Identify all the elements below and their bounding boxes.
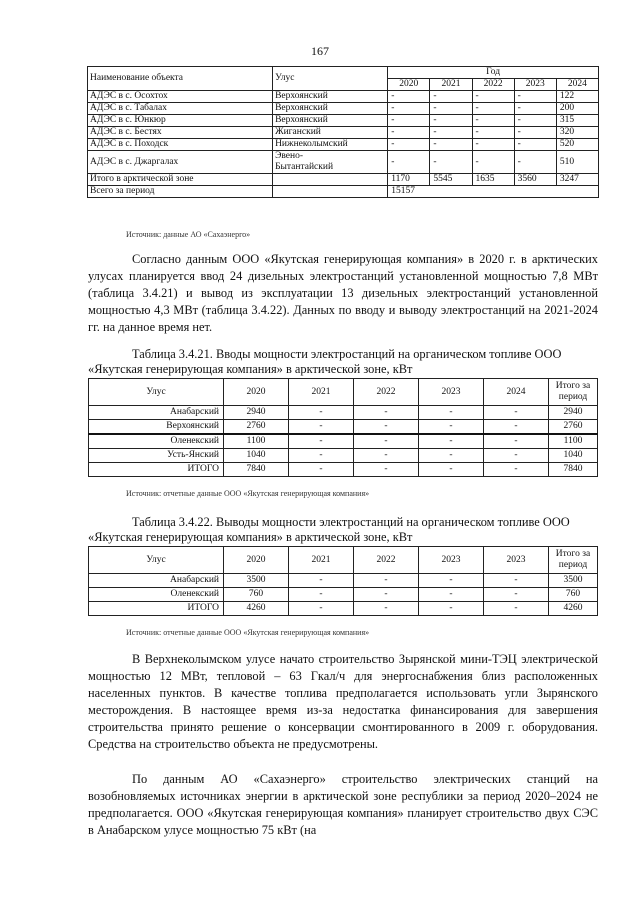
cell: - [419, 588, 484, 602]
cell: - [472, 139, 514, 151]
table-row [89, 588, 598, 602]
cell: - [419, 463, 484, 477]
cell [273, 174, 388, 186]
cell: - [419, 449, 484, 463]
cell: 1100 [224, 434, 289, 449]
year-header: 2020 [388, 79, 430, 91]
cell: - [354, 463, 419, 477]
cell: - [484, 449, 549, 463]
paragraph-3: По данным АО «Сахаэнерго» строительство электрических станций на возобновляемых источниках энергии в арктической зоне республики за период 2020–2024 не предполагается. ООО «Якутская генерирующая компания» планирует строительство двух СЭС в Анабарском улусе мощностью 75 кВт (на [88, 772, 598, 837]
cell: - [472, 115, 514, 127]
cell: - [419, 420, 484, 435]
total-period-label: Всего за период [88, 186, 273, 198]
object-name: АДЭС в с. Бестях [88, 127, 273, 139]
cell: - [484, 420, 549, 435]
column-header-ulus: Улус [273, 67, 388, 91]
cell: 320 [556, 127, 598, 139]
year-header: 2022 [354, 547, 419, 574]
cell: - [472, 91, 514, 103]
column-header-object: Наименование объекта [88, 67, 273, 91]
object-name: АДЭС в с. Юнкюр [88, 115, 273, 127]
ulus-name: Нижнеколымский [273, 139, 388, 151]
cell: 520 [556, 139, 598, 151]
table3-source: Источник: отчетные данные ООО «Якутская генерирующая компания» [126, 628, 370, 637]
cell: - [289, 602, 354, 616]
cell: - [289, 463, 354, 477]
cell: 3500 [549, 574, 598, 588]
cell: 122 [556, 91, 598, 103]
cell: - [419, 574, 484, 588]
cell: 7840 [549, 463, 598, 477]
year-header: 2023 [484, 547, 549, 574]
table2-source: Источник: отчетные данные ООО «Якутская генерирующая компания» [126, 489, 370, 498]
table1-source: Источник: данные АО «Сахаэнерго» [126, 230, 251, 239]
page-number: 167 [311, 44, 329, 58]
cell: - [484, 574, 549, 588]
cell: - [289, 574, 354, 588]
cell: 760 [224, 588, 289, 602]
table-row [89, 434, 598, 449]
cell: - [484, 406, 549, 420]
object-name: АДЭС в с. Джаргалах [88, 151, 273, 174]
column-header-total [549, 547, 598, 574]
cell: - [354, 434, 419, 449]
table-row [88, 103, 599, 115]
decommissioning-table [88, 546, 598, 616]
cell: - [484, 434, 549, 449]
cell: 4260 [224, 602, 289, 616]
year-header: 2020 [224, 547, 289, 574]
cell: 2940 [549, 406, 598, 420]
year-header: 2023 [419, 379, 484, 406]
cell: - [289, 434, 354, 449]
year-header: 2021 [289, 547, 354, 574]
ulus-name: Верхоянский [273, 91, 388, 103]
column-header-ulus: Улус [89, 547, 224, 574]
cell: - [484, 588, 549, 602]
cell: - [430, 127, 472, 139]
cell: 2760 [549, 420, 598, 435]
header-line: Итого за [555, 549, 591, 559]
cell: 1635 [472, 174, 514, 186]
year-header: 2023 [419, 547, 484, 574]
table-row [89, 406, 598, 420]
ulus-name: ИТОГО [89, 602, 224, 616]
cell: - [388, 127, 430, 139]
ulus-name: Верхоянский [273, 103, 388, 115]
object-name: АДЭС в с. Табалах [88, 103, 273, 115]
ulus-line: Эвено- [275, 151, 303, 161]
cell: 315 [556, 115, 598, 127]
cell: - [430, 115, 472, 127]
cell: 2940 [224, 406, 289, 420]
cell: - [289, 406, 354, 420]
header-line: Итого за [555, 381, 591, 391]
cell: - [430, 139, 472, 151]
cell: 1170 [388, 174, 430, 186]
column-header-total [549, 379, 598, 406]
commissioning-table [88, 378, 598, 477]
cell: - [354, 449, 419, 463]
cell: - [514, 115, 556, 127]
cell: - [472, 103, 514, 115]
cell: 3500 [224, 574, 289, 588]
cell: - [289, 588, 354, 602]
ulus-name: Анабарский [89, 406, 224, 420]
cell: 4260 [549, 602, 598, 616]
cell: - [388, 115, 430, 127]
cell: - [430, 151, 472, 174]
object-name: АДЭС в с. Осохтох [88, 91, 273, 103]
ulus-name: Оленекский [89, 588, 224, 602]
ulus-name: Верхоянский [273, 115, 388, 127]
cell: 3247 [556, 174, 598, 186]
cell: 1100 [549, 434, 598, 449]
cell: - [354, 420, 419, 435]
total-label: Итого в арктической зоне [88, 174, 273, 186]
paragraph-1: Согласно данным ООО «Якутская генерирующая компания» в 2020 г. в арктических улусах планируется ввод 24 дизельных электростанций установленной мощностью 7,8 МВт (таблица 3.4.21) и вывод из эксплуатации 13 дизельных электростанций установленной мощностью 4,3 МВт (таблица 3.4.22). Данных по вводу и выводу электростанций на 2021-2024 гг. на данное время нет. [88, 252, 598, 334]
cell: - [484, 463, 549, 477]
ulus-line: Бытантайский [275, 162, 334, 172]
table-row [88, 115, 599, 127]
ulus-name: Усть-Янский [89, 449, 224, 463]
column-header-ulus: Улус [89, 379, 224, 406]
cell: 760 [549, 588, 598, 602]
total-period-value: 15157 [388, 186, 599, 198]
column-header-year: Год [388, 67, 599, 79]
year-header: 2024 [556, 79, 598, 91]
cell: - [514, 139, 556, 151]
year-header: 2023 [514, 79, 556, 91]
cell: - [430, 103, 472, 115]
cell: - [419, 406, 484, 420]
table-row [89, 449, 598, 463]
table2-caption: Таблица 3.4.21. Вводы мощности электростанций на органическом топливе ООО «Якутская генерирующая компания» в арктической зоне, кВт [88, 347, 562, 376]
total-period-row [88, 186, 599, 198]
cell: - [354, 406, 419, 420]
year-header: 2022 [354, 379, 419, 406]
cell: - [430, 91, 472, 103]
cell: 510 [556, 151, 598, 174]
table-row [89, 420, 598, 435]
total-row [88, 174, 599, 186]
cell: 1040 [224, 449, 289, 463]
cell: - [514, 91, 556, 103]
cell: - [354, 588, 419, 602]
cell: 1040 [549, 449, 598, 463]
cell: - [514, 151, 556, 174]
cell: - [472, 127, 514, 139]
cell [273, 186, 388, 198]
cell: - [388, 151, 430, 174]
total-row [89, 602, 598, 616]
year-header: 2021 [430, 79, 472, 91]
table-row [88, 139, 599, 151]
paragraph-2: В Верхнеколымском улусе начато строительство Зырянской мини-ТЭЦ электрической мощностью 12 МВт, тепловой – 63 Гкал/ч для энергоснабжения близ расположенных населенных пунктов. В качестве топлива предполагается использовать угли Зырянского месторождения. В настоящее время из-за недостатка финансирования для завершения строительства принято решение о консервации смонтированного в 2009 г. оборудования. Средства на строительство объекта не предусмотрены. [88, 652, 598, 751]
cell: 7840 [224, 463, 289, 477]
table-row [88, 127, 599, 139]
ulus-name: Жиганский [273, 127, 388, 139]
cell: - [354, 574, 419, 588]
object-name: АДЭС в с. Походск [88, 139, 273, 151]
cell: 200 [556, 103, 598, 115]
cell: - [289, 420, 354, 435]
cell: - [514, 103, 556, 115]
ulus-name: ИТОГО [89, 463, 224, 477]
cell: 5545 [430, 174, 472, 186]
cell: - [388, 139, 430, 151]
total-row [89, 463, 598, 477]
cell: 2760 [224, 420, 289, 435]
year-header: 2021 [289, 379, 354, 406]
cell: - [289, 449, 354, 463]
cell: - [354, 602, 419, 616]
header-line: период [558, 560, 588, 570]
year-header: 2020 [224, 379, 289, 406]
ulus-name: Оленекский [89, 434, 224, 449]
table-row [88, 91, 599, 103]
ulus-name: Анабарский [89, 574, 224, 588]
cell: - [514, 127, 556, 139]
header-line: период [558, 392, 588, 402]
table-row [88, 151, 599, 174]
cell: - [388, 91, 430, 103]
cell: - [388, 103, 430, 115]
cell: - [419, 602, 484, 616]
table-row [89, 574, 598, 588]
cell: - [472, 151, 514, 174]
ulus-name [273, 151, 388, 174]
cell: - [484, 602, 549, 616]
cell: - [419, 434, 484, 449]
cell: 3560 [514, 174, 556, 186]
ulus-name: Верхоянский [89, 420, 224, 435]
table3-caption: Таблица 3.4.22. Выводы мощности электростанций на органическом топливе ООО «Якутская генерирующая компания» в арктической зоне, кВт [88, 515, 570, 544]
arctic-des-table [87, 66, 599, 198]
year-header: 2024 [484, 379, 549, 406]
year-header: 2022 [472, 79, 514, 91]
